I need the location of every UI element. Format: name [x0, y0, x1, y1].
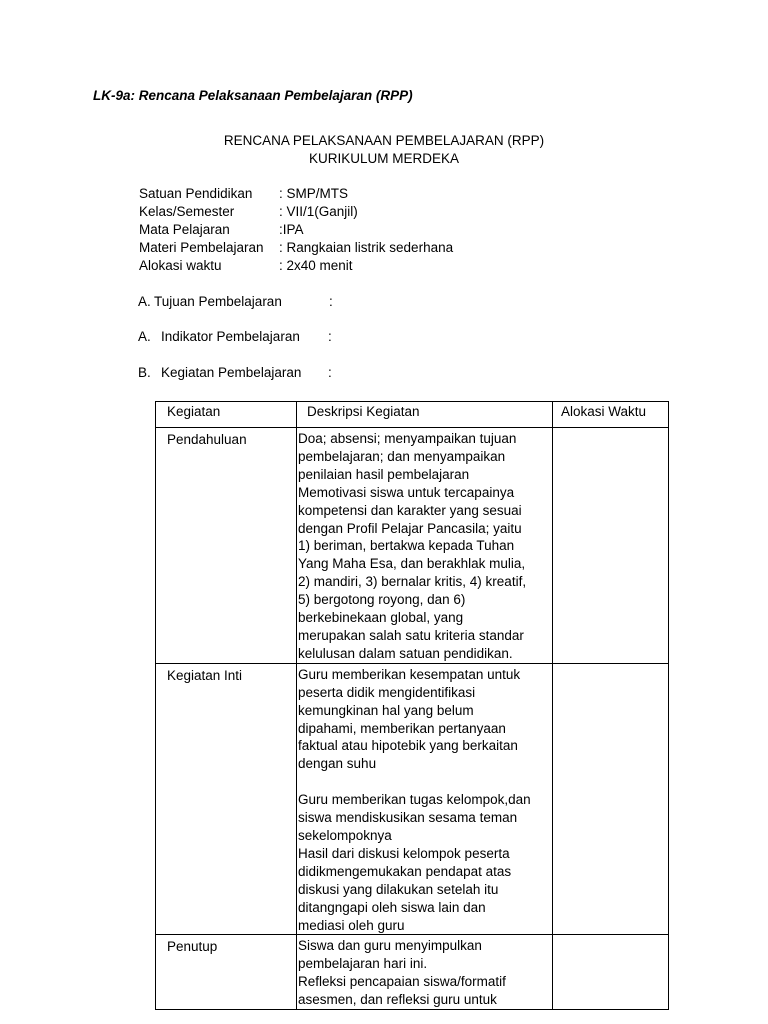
- section-label-indikator: Indikator Pembelajaran: [161, 329, 300, 344]
- section-marker-indikator: A.: [138, 329, 151, 344]
- section-colon-kegiatan: :: [328, 365, 332, 380]
- activity-table: [155, 401, 669, 1010]
- table-row-penutup: [156, 935, 669, 1010]
- section-label-kegiatan: Kegiatan Pembelajaran: [161, 365, 302, 380]
- cell-alokasi-inti: [553, 663, 669, 935]
- info-value-kelas: : VII/1(Ganjil): [279, 204, 358, 219]
- cell-kegiatan-inti: Kegiatan Inti: [156, 663, 297, 935]
- info-value-alokasi: : 2x40 menit: [279, 258, 353, 273]
- deskripsi-inti-part-1: Guru memberikan kesempatan untuk peserta didik mengidentifikasi kemungkinan hal yang belum dipahami, memberikan pertanyaan faktual atau hipotebik yang berkaitan dengan suhu: [298, 666, 521, 772]
- cell-deskripsi-penutup: Siswa dan guru menyimpulkan pembelajaran hari ini. Refleksi pencapaian siswa/formatif asesmen, dan refleksi guru untuk: [297, 935, 553, 1010]
- info-label-materi: Materi Pembelajaran: [139, 240, 264, 255]
- header-deskripsi: Deskripsi Kegiatan: [297, 402, 553, 428]
- section-marker-kegiatan: B.: [138, 365, 151, 380]
- table-row-inti: [156, 663, 669, 935]
- cell-alokasi-penutup: [553, 935, 669, 1010]
- info-value-materi: : Rangkaian listrik sederhana: [279, 240, 454, 255]
- info-label-alokasi: Alokasi waktu: [139, 258, 222, 273]
- info-value-mapel: :IPA: [279, 222, 304, 237]
- cell-alokasi-pendahuluan: [553, 428, 669, 664]
- curriculum-heading: KURIKULUM MERDEKA: [308, 151, 460, 166]
- rpp-heading: RENCANA PELAKSANAAN PEMBELAJARAN (RPP): [223, 133, 545, 148]
- paragraph-spacer: [298, 773, 550, 791]
- cell-kegiatan-pendahuluan: Pendahuluan: [156, 428, 297, 664]
- section-colon-tujuan: :: [329, 294, 333, 309]
- header-kegiatan: Kegiatan: [156, 402, 297, 428]
- header-alokasi: Alokasi Waktu: [553, 402, 669, 428]
- cell-kegiatan-penutup: Penutup: [156, 935, 297, 1010]
- section-marker-tujuan: A.: [138, 294, 151, 309]
- cell-deskripsi-inti: [297, 663, 553, 935]
- table-row-pendahuluan: [156, 428, 669, 664]
- cell-deskripsi-pendahuluan: Doa; absensi; menyampaikan tujuan pembelajaran; dan menyampaikan penilaian hasil pembelajaran Memotivasi siswa untuk tercapainya kompetensi dan karakter yang sesuai dengan Profil Pelajar Pancasila; yaitu 1) beriman, bertakwa kepada Tuhan Yang Maha Esa, dan berakhlak mulia, 2) mandiri, 3) bernalar kritis, 4) kreatif, 5) bergotong royong, dan 6) berkebinekaan global, yang merupakan salah satu kriteria standar kelulusan dalam satuan pendidikan.: [297, 428, 553, 664]
- document-title: LK-9a: Rencana Pelaksanaan Pembelajaran (RPP): [93, 88, 413, 103]
- info-label-satuan: Satuan Pendidikan: [139, 186, 253, 201]
- info-label-mapel: Mata Pelajaran: [139, 222, 230, 237]
- table-header-row: [156, 402, 669, 428]
- section-colon-indikator: :: [328, 329, 332, 344]
- deskripsi-inti-part-2: Guru memberikan tugas kelompok,dan siswa mendiskusikan sesama teman sekelompoknya Hasil dari diskusi kelompok peserta didikmengemukakan pendapat atas diskusi yang dilakukan setelah itu ditangngapi oleh siswa lain dan mediasi oleh guru: [298, 792, 531, 933]
- info-label-kelas: Kelas/Semester: [139, 204, 235, 219]
- info-value-satuan: : SMP/MTS: [279, 186, 349, 201]
- section-label-tujuan: Tujuan Pembelajaran: [154, 294, 282, 309]
